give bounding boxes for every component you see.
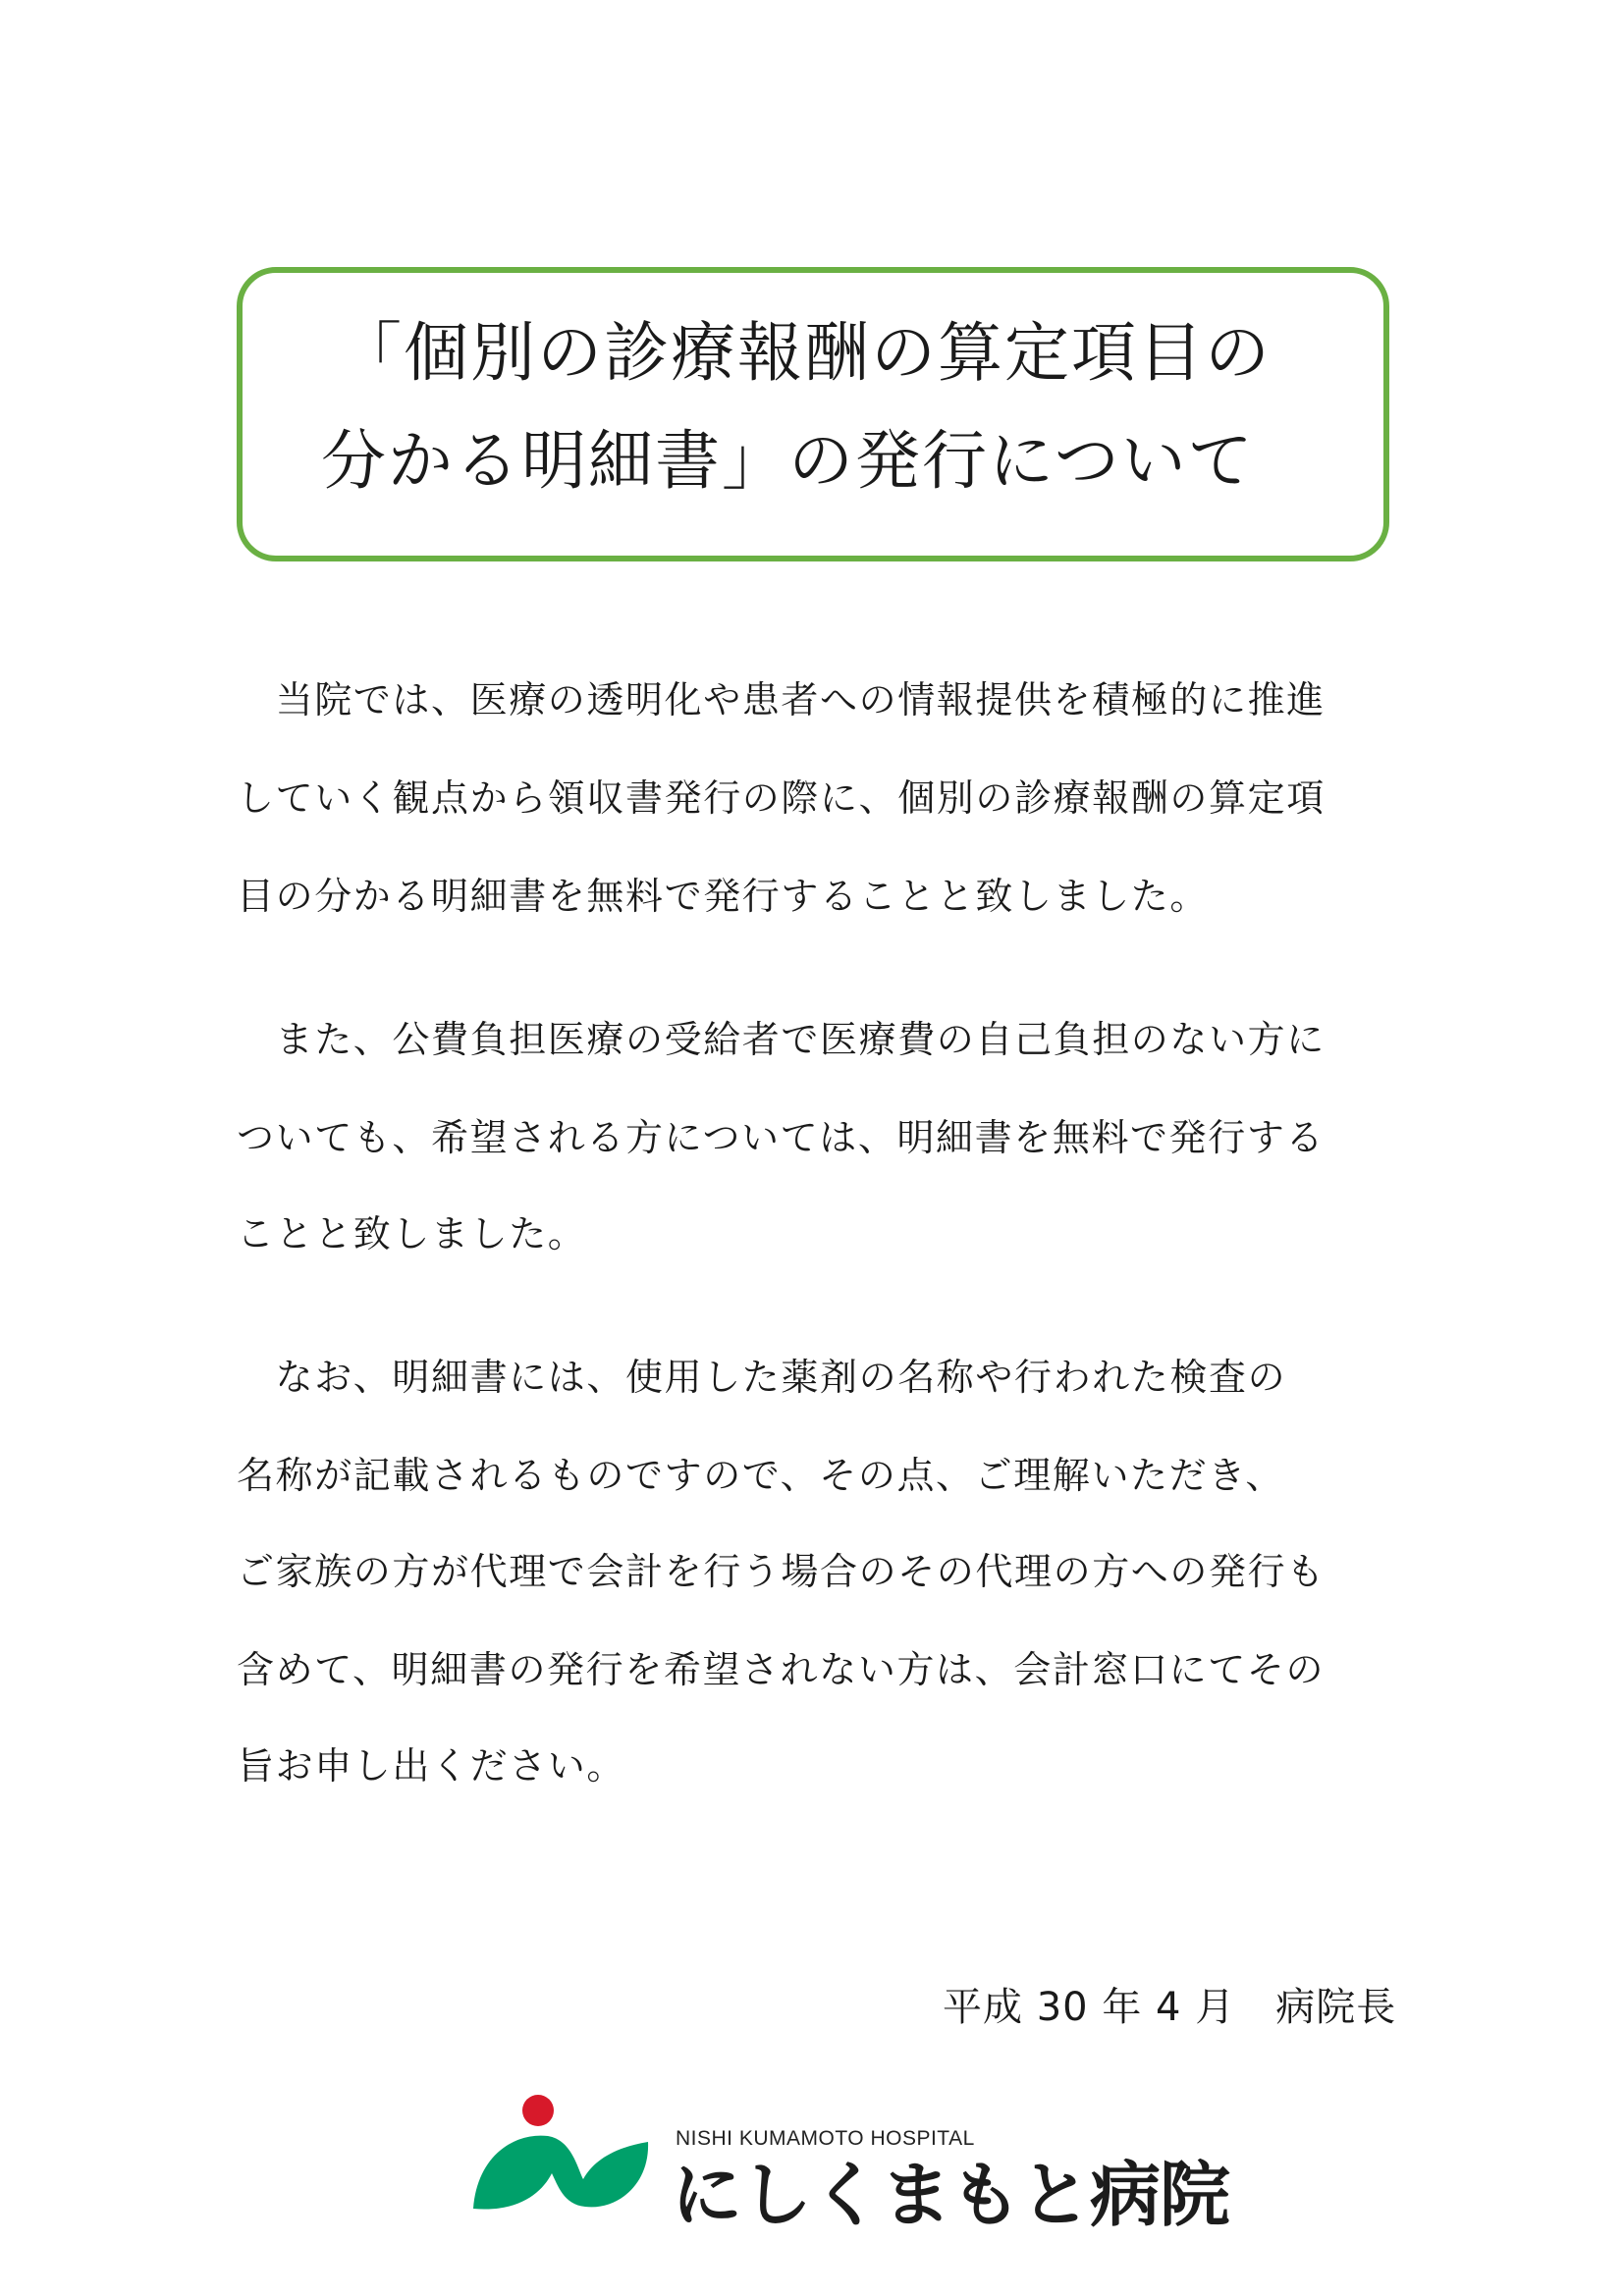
paragraph-3-line-2: 名称が記載されるものですので、その点、ご理解いただき、: [237, 1454, 1284, 1497]
paragraph-1-line-1: 当院では、医療の透明化や患者への情報提供を積極的に推進: [237, 678, 1326, 721]
logo-subtitle: NISHI KUMAMOTO HOSPITAL: [676, 2127, 975, 2150]
paragraph-2-line-1: また、公費負担医療の受給者で医療費の自己負担のない方に: [237, 1018, 1326, 1061]
hospital-logo-icon: [469, 2091, 656, 2228]
date-and-signature: 平成 30 年 4 月 病院長: [943, 1985, 1397, 2030]
paragraph-3-line-1: なお、明細書には、使用した薬剤の名称や行われた検査の: [237, 1356, 1287, 1399]
paragraph-3-line-3: ご家族の方が代理で会計を行う場合のその代理の方への発行も: [237, 1550, 1326, 1593]
paragraph-2-line-2: ついても、希望される方については、明細書を無料で発行する: [237, 1116, 1326, 1159]
logo-hospital-name: にしくまもと病院: [672, 2154, 1230, 2236]
paragraph-3-line-4: 含めて、明細書の発行を希望されない方は、会計窓口にてその: [237, 1648, 1326, 1691]
title-line-2: 分かる明細書」の発行について: [321, 423, 1255, 499]
paragraph-2-line-3: ことと致しました。: [237, 1212, 587, 1255]
paragraph-3-line-5: 旨お申し出ください。: [237, 1744, 626, 1788]
paragraph-1-line-2: していく観点から領収書発行の際に、個別の診療報酬の算定項: [237, 776, 1326, 820]
title-line-1: 「個別の診療報酬の算定項目の: [337, 315, 1272, 391]
paragraph-1-line-3: 目の分かる明細書を無料で発行することと致しました。: [237, 875, 1210, 918]
title-box: [237, 267, 1389, 561]
